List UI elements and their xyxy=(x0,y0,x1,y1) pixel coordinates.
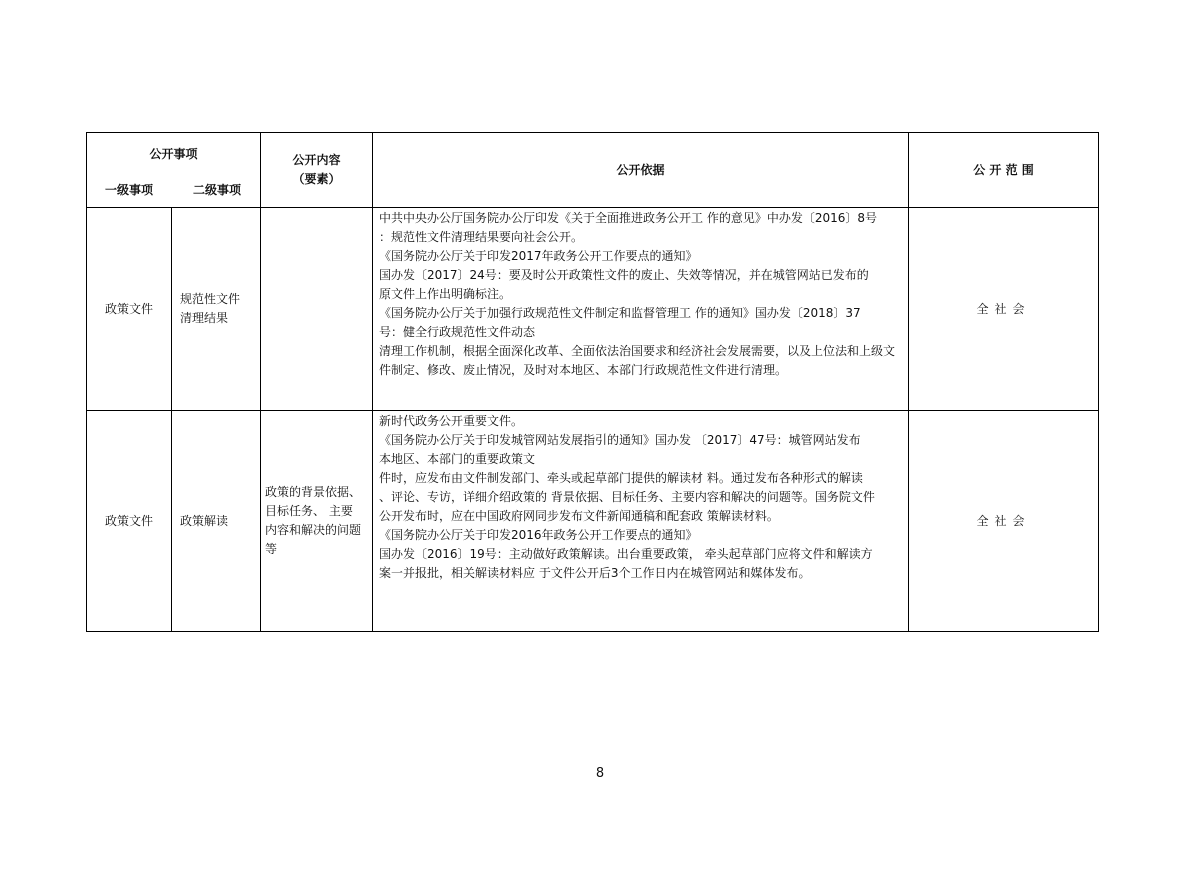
row1-basis-line: 清理工作机制，根据全面深化改革、全面依法治国要求和经济社会发展需要，以及上位法和上级文 xyxy=(379,344,896,358)
table-row xyxy=(87,208,1099,411)
header-content xyxy=(261,133,373,208)
row2-content-line: 等 xyxy=(265,542,278,556)
row2-level1: 政策文件 xyxy=(87,411,172,632)
row1-content xyxy=(261,208,373,411)
row1-level2-line: 清理结果 xyxy=(180,311,229,325)
row1-basis-line: 原文件上作出明确标注。 xyxy=(379,287,512,301)
row1-basis-line: ：规范性文件清理结果要向社会公开。 xyxy=(379,230,584,244)
row2-basis-line: 本地区、本部门的重要政策文 xyxy=(379,452,536,466)
row2-content xyxy=(261,411,373,632)
disclosure-table xyxy=(86,132,1099,632)
row2-level2 xyxy=(172,411,261,632)
row1-level1: 政策文件 xyxy=(87,208,172,411)
row2-basis-line: 件时，应发布由文件制发部门、牵头或起草部门提供的解读材 料。通过发布各种形式的解读 xyxy=(379,471,863,485)
row2-level2-line: 政策解读 xyxy=(180,513,229,528)
row1-basis xyxy=(373,208,909,411)
page-number: 8 xyxy=(595,766,605,781)
header-content-line2: （要素） xyxy=(292,172,341,186)
row2-content-line: 内容和解决的问题 xyxy=(265,523,362,537)
row1-basis-line: 《国务院办公厅关于印发2017年政务公开工作要点的通知》 xyxy=(379,249,698,263)
row2-scope: 全社会 xyxy=(909,411,1099,632)
row2-content-line: 目标任务、 主要 xyxy=(265,504,353,518)
header-content-line1: 公开内容 xyxy=(292,153,341,167)
row2-basis-line: 《国务院办公厅关于印发2016年政务公开工作要点的通知》 xyxy=(379,528,698,542)
row1-basis-line: 《国务院办公厅关于加强行政规范性文件制定和监督管理工 作的通知》国办发〔2018〕37 xyxy=(379,306,861,320)
table-row xyxy=(87,411,1099,632)
row2-basis-line: 案一并报批，相关解读材料应 于文件公开后3个工作日内在城管网站和媒体发布。 xyxy=(379,566,811,580)
row2-basis xyxy=(373,411,909,632)
row1-basis-line: 国办发〔2017〕24号：要及时公开政策性文件的废止、失效等情况，并在城管网站已发布的 xyxy=(379,268,869,282)
row2-basis-line: 《国务院办公厅关于印发城管网站发展指引的通知》国办发 〔2017〕47号：城管网站发布 xyxy=(379,433,861,447)
row2-basis-line: 新时代政务公开重要文件。 xyxy=(379,414,524,428)
header-scope: 公 开 范 围 xyxy=(909,133,1099,208)
row1-basis-line: 中共中央办公厅国务院办公厅印发《关于全面推进政务公开工 作的意见》中办发〔2016〕8号 xyxy=(379,211,877,225)
row1-basis-line: 号：健全行政规范性文件动态 xyxy=(379,325,536,339)
header-level2: 二级事项 xyxy=(193,183,242,197)
row2-content-line: 政策的背景依据、 xyxy=(265,485,362,499)
header-group-title: 公开事项 xyxy=(149,147,198,161)
row1-scope: 全社会 xyxy=(909,208,1099,411)
row2-basis-line: 、评论、专访，详细介绍政策的 背景依据、目标任务、主要内容和解决的问题等。国务院文件 xyxy=(379,490,875,504)
row1-level2 xyxy=(172,208,261,411)
header-basis: 公开依据 xyxy=(373,133,909,208)
row1-basis-line: 件制定、修改、废止情况，及时对本地区、本部门行政规范性文件进行清理。 xyxy=(379,363,788,377)
row1-level2-line: 规范性文件 xyxy=(180,292,241,306)
table-header-row xyxy=(87,133,1099,208)
header-level1: 一级事项 xyxy=(105,183,154,197)
row2-basis-line: 公开发布时，应在中国政府网同步发布文件新闻通稿和配套政 策解读材料。 xyxy=(379,509,779,523)
row2-basis-line: 国办发〔2016〕19号：主动做好政策解读。出台重要政策， 牵头起草部门应将文件和解读方 xyxy=(379,547,873,561)
header-disclosure-items xyxy=(87,133,261,208)
